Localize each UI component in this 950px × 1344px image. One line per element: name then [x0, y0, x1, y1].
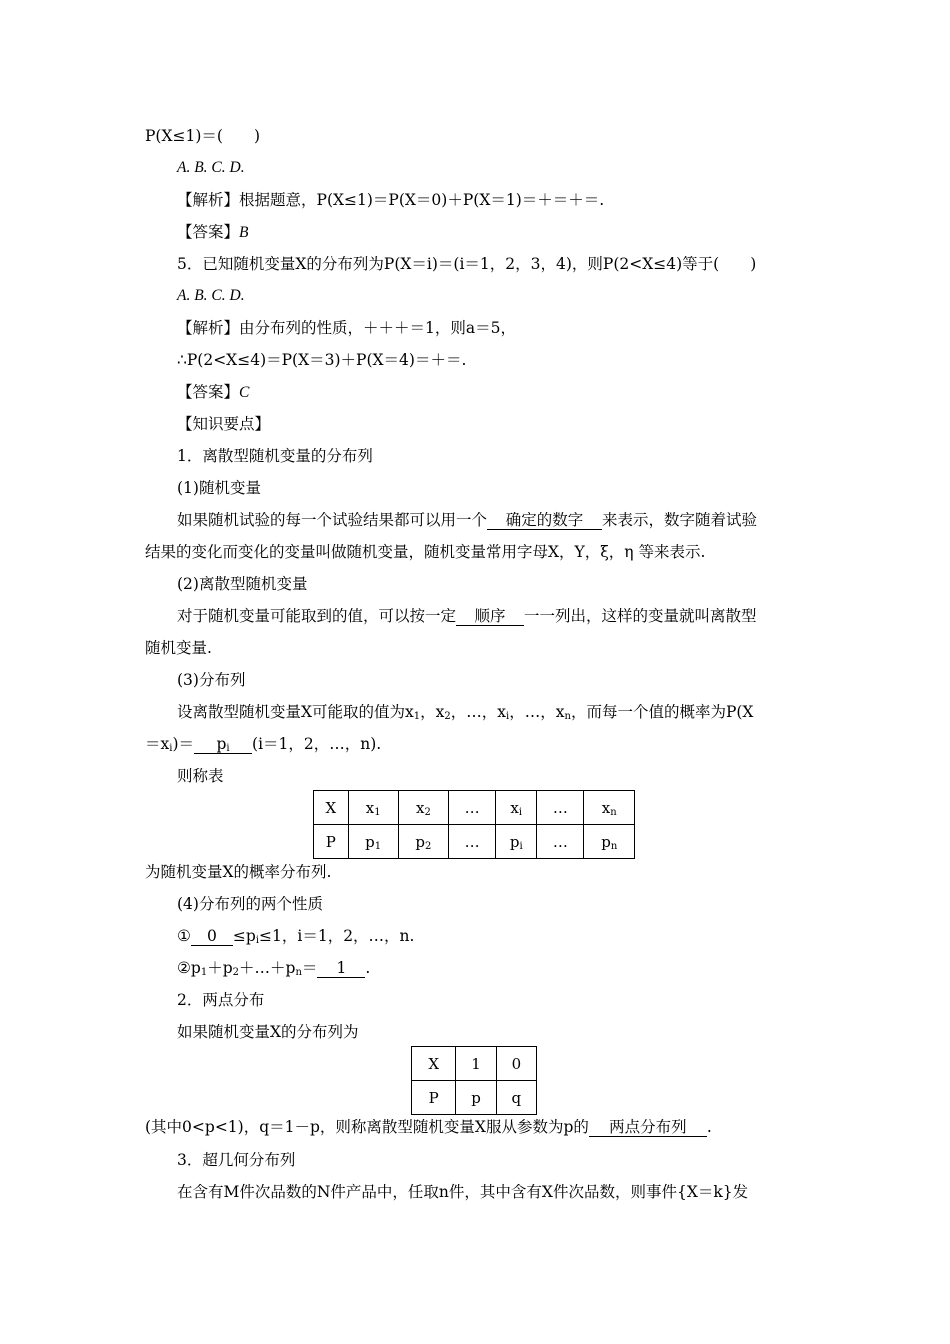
cell-text: …: [464, 798, 480, 817]
property-2: $②p_1+p_2+\dots+p_n= 1$ .: [177, 959, 371, 978]
text: 来表示，数字随着试验: [602, 511, 758, 529]
table-cell: 0: [496, 1047, 536, 1081]
cell-text: X: [325, 798, 337, 817]
cell-sub: i: [519, 840, 523, 852]
text: (i＝1，2，…，n).: [252, 735, 382, 753]
answer-tag: 【答案】: [177, 383, 240, 401]
cell-text: …: [552, 798, 568, 817]
two-point-intro: 如果随机变量X的分布列为: [177, 1023, 359, 1041]
random-variable-definition-line2: 结果的变化而变化的变量叫做随机变量，随机变量常用字母X，Y，ξ，η 等来表示.: [145, 543, 706, 561]
blank-text: p: [216, 735, 227, 753]
text: 对于随机变量可能取到的值，可以按一定: [177, 607, 457, 625]
fill-blank: 0: [191, 927, 233, 946]
cell-text: p: [415, 832, 425, 851]
text: ＝x: [145, 735, 170, 753]
section-1-title: 1．离散型随机变量的分布列: [177, 447, 373, 465]
cell-text: x: [415, 798, 425, 817]
cell-sub: i: [518, 806, 523, 818]
table-cell: [314, 791, 349, 825]
cell-text: x: [601, 798, 611, 817]
table-row: [412, 1081, 537, 1115]
cell-text: x: [365, 798, 375, 817]
hypergeometric-intro: 在含有M件次品数的N件产品中，任取n件，其中含有X件次品数，则事件{X＝k}发: [177, 1183, 749, 1201]
analysis-tag: 【解析】: [177, 191, 240, 209]
text: (其中0<p<1)，q＝1－p，则称离散型随机变量X服从参数为p的: [145, 1118, 589, 1136]
text: )＝: [172, 735, 195, 753]
q4-stem: P(X≤1)＝( ): [145, 127, 261, 145]
answer-tag: 【答案】: [177, 223, 240, 241]
table-cell: [314, 825, 349, 859]
table-cell: q: [496, 1081, 536, 1115]
cell-sub: 2: [425, 840, 432, 852]
two-point-definition: [145, 1117, 712, 1137]
cell-text: …: [552, 832, 568, 851]
table-cell: [449, 791, 496, 825]
cell-sub: 1: [374, 806, 381, 818]
discrete-variable-definition-line2: 随机变量.: [145, 639, 212, 657]
text: ，而每一个值的概率为P(X: [570, 703, 754, 721]
q4-analysis-text: 根据题意，P(X≤1)＝P(X＝0)＋P(X＝1)＝＋＝＋＝.: [239, 191, 605, 209]
section-1d-title: (4)分布列的两个性质: [177, 895, 323, 913]
table-cell: [348, 825, 398, 859]
q4-analysis: [177, 190, 604, 210]
two-point-table: [411, 1046, 537, 1115]
section-2-title: 2．两点分布: [177, 991, 265, 1009]
q5-answer-value: C: [239, 384, 250, 401]
table-cell: [496, 791, 537, 825]
table-cell: [584, 791, 635, 825]
section-1a-title: (1)随机变量: [177, 479, 261, 497]
text: 一一列出，这样的变量就叫离散型: [524, 607, 757, 625]
q5-answer: [177, 382, 249, 403]
discrete-variable-definition: [177, 606, 757, 626]
table-row: [412, 1047, 537, 1081]
cell-text: p: [509, 832, 520, 851]
q5-options: A. B. C. D.: [177, 287, 245, 304]
table-cell: [398, 825, 448, 859]
cell-sub: n: [610, 806, 617, 818]
cell-sub: 1: [374, 840, 382, 852]
cell-text: x: [510, 798, 519, 817]
fill-blank: 1: [317, 959, 365, 978]
table-cell: [537, 791, 584, 825]
cell-sub: n: [610, 840, 618, 852]
table-cell: p: [456, 1081, 496, 1115]
knowledge-points-title: 【知识要点】: [177, 415, 271, 433]
cell-sub: 2: [424, 806, 431, 818]
table-cell: [584, 825, 635, 859]
q5-stem: 5．已知随机变量X的分布列为P(X＝i)＝(i＝1，2，3，4)，则P(2<X≤4)等于( ): [177, 255, 757, 273]
distribution-conclusion: 为随机变量X的概率分布列.: [145, 863, 332, 881]
q5-analysis: [177, 318, 516, 338]
text: ≤1，i＝1，2，…，n.: [259, 927, 415, 945]
section-1b-title: (2)离散型随机变量: [177, 575, 308, 593]
fill-blank: 顺序: [456, 607, 524, 626]
fill-blank: 确定的数字: [487, 511, 602, 530]
table-cell: [496, 825, 537, 859]
fill-blank: $p_i$: [194, 735, 252, 754]
table-cell: [398, 791, 448, 825]
q4-answer-value: B: [239, 224, 249, 241]
text: ≤p: [232, 927, 256, 945]
section-1c-title: (3)分布列: [177, 671, 246, 689]
q4-options: A. B. C. D.: [177, 159, 245, 176]
table-row: [314, 791, 635, 825]
table-cell: P: [412, 1081, 456, 1115]
analysis-tag: 【解析】: [177, 319, 240, 337]
text: ①: [177, 927, 191, 945]
section-3-title: 3．超几何分布列: [177, 1151, 296, 1169]
q5-therefore: ∴P(2<X≤4)＝P(X＝3)＋P(X＝4)＝＋＝.: [177, 351, 467, 369]
q4-answer: [177, 222, 248, 243]
table-cell: [449, 825, 496, 859]
table-intro: 则称表: [177, 767, 224, 785]
distribution-definition-line2: $=x_i)= p_i$ (i＝1，2，…，n).: [145, 735, 382, 754]
text: 如果随机试验的每一个试验结果都可以用一个: [177, 511, 488, 529]
text: .: [706, 1118, 712, 1136]
distribution-definition: 设离散型随机变量X可能取的值为$x_1$，$x_2$，…，$x_i$，…，$x_n$，而每一个值的概率为P(X: [177, 703, 754, 722]
table-row: [314, 825, 635, 859]
table-cell: 1: [456, 1047, 496, 1081]
q5-analysis-text: 由分布列的性质，＋＋＋＝1，则a＝5，: [239, 319, 516, 337]
cell-text: p: [601, 832, 611, 851]
distribution-table: [313, 790, 635, 859]
property-1: ① $0 \le p_i\le 1$，i＝1，2，…，n.: [177, 927, 415, 946]
table-cell: [537, 825, 584, 859]
text: 设离散型随机变量X可能取的值为x: [177, 703, 414, 721]
table-cell: [348, 791, 398, 825]
cell-text: …: [464, 832, 480, 851]
cell-text: p: [365, 832, 375, 851]
fill-blank: 两点分布列: [589, 1118, 707, 1137]
cell-text: P: [325, 832, 336, 851]
text: ②p: [177, 959, 201, 977]
table-cell: X: [412, 1047, 456, 1081]
random-variable-definition: [177, 510, 757, 530]
